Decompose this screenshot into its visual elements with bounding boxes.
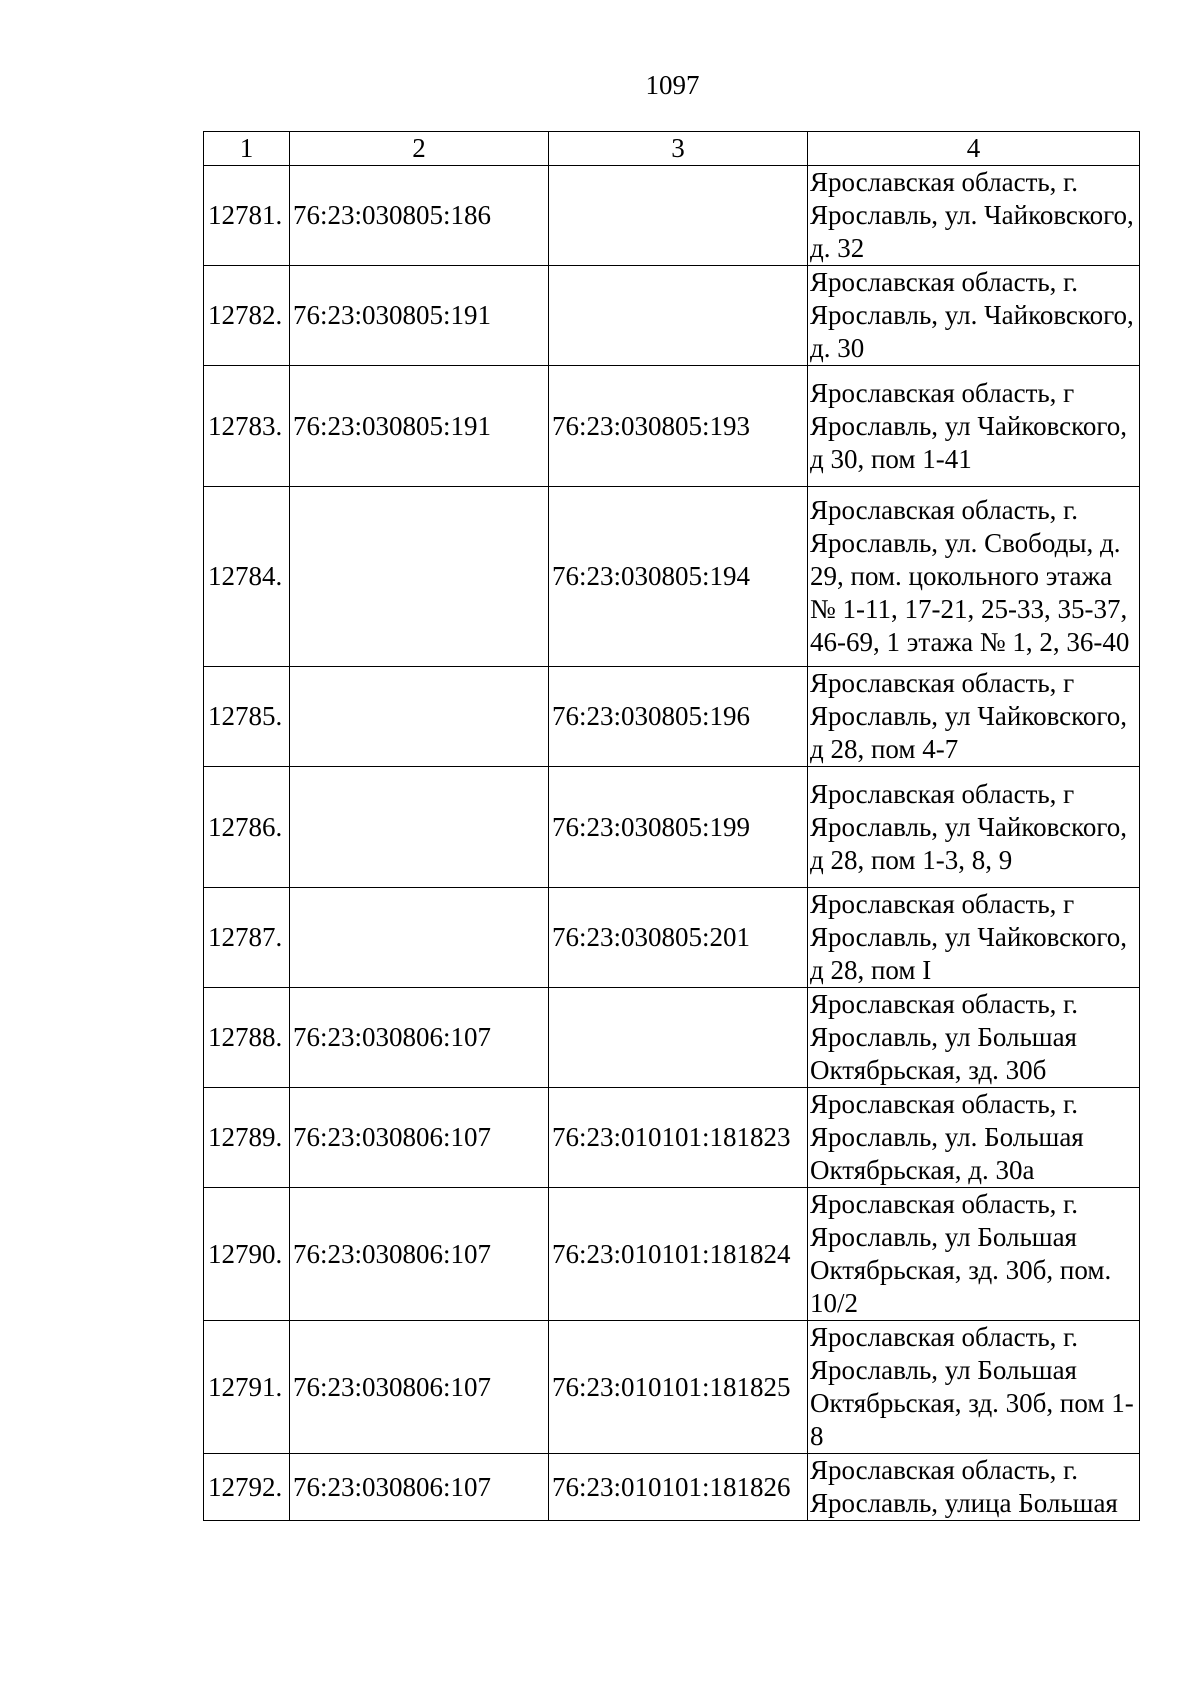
- column-header: 2: [290, 132, 549, 166]
- row-number-cell: 12792.: [204, 1454, 290, 1521]
- cadastral-number-cell: 76:23:030806:107: [290, 1321, 549, 1454]
- cadastral-number-cell: [290, 888, 549, 988]
- cadastral-number-cell: 76:23:030805:194: [549, 487, 808, 667]
- row-number-cell: 12782.: [204, 266, 290, 366]
- address-cell: Ярославская область, г Ярославль, ул Чайковского, д 28, пом 1-3, 8, 9: [808, 767, 1140, 888]
- row-number-cell: 12791.: [204, 1321, 290, 1454]
- row-number-cell: 12783.: [204, 366, 290, 487]
- cadastral-number-cell: 76:23:030805:191: [290, 266, 549, 366]
- cadastral-number-cell: 76:23:030805:196: [549, 667, 808, 767]
- table-header-row: [204, 132, 1140, 166]
- cadastral-number-cell: 76:23:030805:186: [290, 166, 549, 266]
- address-cell: Ярославская область, г Ярославль, ул Чайковского, д 28, пом 4-7: [808, 667, 1140, 767]
- row-number-cell: 12787.: [204, 888, 290, 988]
- address-cell: Ярославская область, г Ярославль, ул Чайковского, д 28, пом I: [808, 888, 1140, 988]
- address-cell: Ярославская область, г. Ярославль, улица Большая: [808, 1454, 1140, 1521]
- table-row: [204, 767, 1140, 888]
- cadastral-number-cell: 76:23:030805:193: [549, 366, 808, 487]
- row-number-cell: 12781.: [204, 166, 290, 266]
- table-row: [204, 1321, 1140, 1454]
- address-cell: Ярославская область, г. Ярославль, ул. Чайковского, д. 32: [808, 166, 1140, 266]
- table-row: [204, 1454, 1140, 1521]
- row-number-cell: 12785.: [204, 667, 290, 767]
- column-header: 3: [549, 132, 808, 166]
- address-cell: Ярославская область, г. Ярославль, ул. Чайковского, д. 30: [808, 266, 1140, 366]
- table-row: [204, 366, 1140, 487]
- cadastral-number-cell: [290, 767, 549, 888]
- column-header: 1: [204, 132, 290, 166]
- cadastral-number-cell: [549, 988, 808, 1088]
- row-number-cell: 12790.: [204, 1188, 290, 1321]
- cadastral-number-cell: 76:23:030805:199: [549, 767, 808, 888]
- cadastral-number-cell: 76:23:030805:191: [290, 366, 549, 487]
- address-cell: Ярославская область, г. Ярославль, ул Большая Октябрьская, зд. 30б, пом. 10/2: [808, 1188, 1140, 1321]
- table-row: [204, 487, 1140, 667]
- address-cell: Ярославская область, г. Ярославль, ул Большая Октябрьская, зд. 30б, пом 1-8: [808, 1321, 1140, 1454]
- row-number-cell: 12784.: [204, 487, 290, 667]
- table-row: [204, 166, 1140, 266]
- table-row: [204, 1188, 1140, 1321]
- table-row: [204, 1088, 1140, 1188]
- table-row: [204, 888, 1140, 988]
- registry-table: [203, 131, 1140, 1521]
- address-cell: Ярославская область, г Ярославль, ул Чайковского, д 30, пом 1-41: [808, 366, 1140, 487]
- row-number-cell: 12788.: [204, 988, 290, 1088]
- table-row: [204, 988, 1140, 1088]
- cadastral-number-cell: 76:23:030805:201: [549, 888, 808, 988]
- address-cell: Ярославская область, г. Ярославль, ул. Большая Октябрьская, д. 30а: [808, 1088, 1140, 1188]
- address-cell: Ярославская область, г. Ярославль, ул. Свободы, д. 29, пом. цокольного этажа № 1-11, 17-21, 25-33, 35-37, 46-69, 1 этажа № 1, 2, 36-40: [808, 487, 1140, 667]
- cadastral-number-cell: 76:23:030806:107: [290, 1088, 549, 1188]
- table-row: [204, 266, 1140, 366]
- cadastral-number-cell: 76:23:030806:107: [290, 1454, 549, 1521]
- page-number: 1097: [645, 70, 700, 100]
- cadastral-number-cell: [549, 266, 808, 366]
- cadastral-number-cell: 76:23:010101:181824: [549, 1188, 808, 1321]
- cadastral-number-cell: 76:23:030806:107: [290, 988, 549, 1088]
- cadastral-number-cell: 76:23:010101:181825: [549, 1321, 808, 1454]
- cadastral-number-cell: 76:23:030806:107: [290, 1188, 549, 1321]
- table-row: [204, 667, 1140, 767]
- row-number-cell: 12786.: [204, 767, 290, 888]
- row-number-cell: 12789.: [204, 1088, 290, 1188]
- cadastral-number-cell: 76:23:010101:181823: [549, 1088, 808, 1188]
- cadastral-number-cell: [290, 487, 549, 667]
- cadastral-number-cell: 76:23:010101:181826: [549, 1454, 808, 1521]
- column-header: 4: [808, 132, 1140, 166]
- address-cell: Ярославская область, г. Ярославль, ул Большая Октябрьская, зд. 30б: [808, 988, 1140, 1088]
- cadastral-number-cell: [549, 166, 808, 266]
- cadastral-number-cell: [290, 667, 549, 767]
